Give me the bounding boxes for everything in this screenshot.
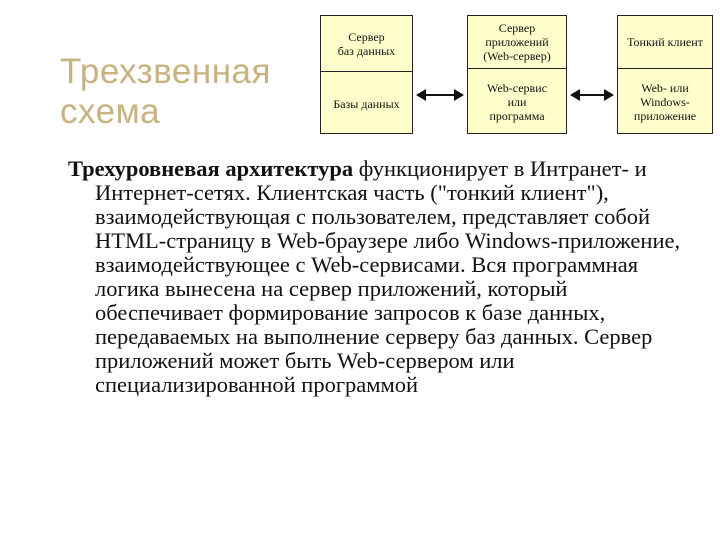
database-server-box — [320, 15, 413, 134]
thin-client-box — [617, 15, 713, 134]
databases-label: Базы данных — [333, 96, 400, 111]
application-server-label: Сервер приложений (Web-сервер) — [483, 21, 551, 63]
web-service-label: Web-сервис или программа — [487, 81, 547, 123]
body-paragraph — [68, 157, 695, 397]
bidirectional-arrow-1 — [418, 94, 462, 96]
slide-title — [60, 52, 271, 132]
title-line-2: схема — [60, 92, 161, 131]
client-app-label: Web- или Windows- приложение — [633, 81, 697, 123]
body-description: функционирует в Интранет- и Интернет-сетях. Клиентская часть ("тонкий клиент"), взаимодействующая с пользователем, представляет собой HTML-страницу в Web-браузере либо Windows-приложение, взаимодействующее с Web-сервисами. Вся программная логика вынесена на сервер приложений, который обеспечивает формирование запросов к базе данных, передаваемых на выполнение серверу баз данных. Сервер приложений может быть Web-сервером или специализированной программой — [95, 156, 681, 397]
application-server-box — [467, 15, 567, 134]
title-line-1: Трехзвенная — [60, 52, 271, 91]
bidirectional-arrow-2 — [572, 94, 612, 96]
body-term: Трехуровневая архитектура — [68, 156, 354, 181]
database-server-label: Сервер баз данных — [337, 29, 396, 58]
thin-client-label: Тонкий клиент — [627, 35, 703, 49]
